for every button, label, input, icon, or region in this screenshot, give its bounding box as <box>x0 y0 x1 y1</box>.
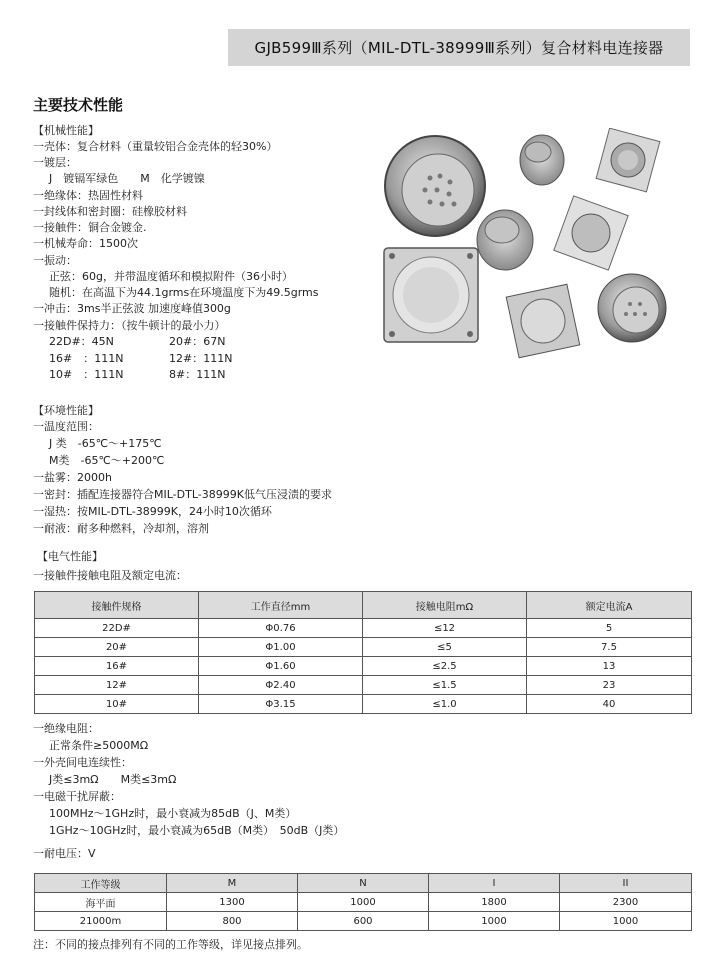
table-cell: 1000 <box>560 912 692 931</box>
table-header-cell: 接触件规格 <box>35 592 199 619</box>
table-cell: Φ0.76 <box>199 619 363 638</box>
spec-line: 随机：在高温下为44.1grms在环境温度下为49.5grms <box>49 286 319 299</box>
table-row <box>35 695 692 714</box>
spec-line: J 类 -65℃～+175℃ <box>49 437 162 450</box>
spec-line: 一接触件：铜合金镀金. <box>33 221 147 234</box>
spec-line: 一温度范围： <box>33 420 99 433</box>
withstand-voltage-table <box>34 873 692 931</box>
table-cell: ≤12 <box>363 619 527 638</box>
environmental-heading: 【环境性能】 <box>33 404 99 417</box>
table-cell: 海平面 <box>35 893 167 912</box>
table-cell: 2300 <box>560 893 692 912</box>
spec-line: 一壳体：复合材料（重量较铝合金壳体的轻30%） <box>33 140 278 153</box>
table-row <box>35 657 692 676</box>
table-cell: Φ2.40 <box>199 676 363 695</box>
spec-line: J 镀镉军绿色 M 化学镀镍 <box>49 172 205 185</box>
table-cell: 600 <box>298 912 429 931</box>
table-cell: Φ3.15 <box>199 695 363 714</box>
retention-right: 8#：111N <box>169 368 226 381</box>
spec-line: 正弦：60g，并带温度循环和模拟附件（36小时） <box>49 270 293 283</box>
spec-line: 一湿热：按MIL-DTL-38999K，24小时10次循环 <box>33 505 272 518</box>
spec-line: 一冲击：3ms半正弦波 加速度峰值300g <box>33 302 231 315</box>
table-cell: 1000 <box>298 893 429 912</box>
main-title: 主要技术性能 <box>33 96 124 114</box>
table-cell: 20# <box>35 638 199 657</box>
table-cell: ≤5 <box>363 638 527 657</box>
table-header-cell: 工作直径mm <box>199 592 363 619</box>
spec-line: 1GHz～10GHz时，最小衰减为65dB（M类） 50dB（J类） <box>49 824 345 837</box>
table-header-cell: M <box>167 874 298 893</box>
table-cell: Φ1.60 <box>199 657 363 676</box>
spec-line: 一耐液：耐多种燃料，冷却剂，溶剂 <box>33 522 209 535</box>
retention-left: 16# ：111N <box>49 352 124 365</box>
spec-line: 一绝缘电阻： <box>33 722 99 735</box>
table-header-cell: II <box>560 874 692 893</box>
retention-left: 22D#：45N <box>49 335 114 348</box>
spec-line: 一盐雾：2000h <box>33 471 112 484</box>
connector-product-photo <box>380 128 674 368</box>
table-header-row <box>35 592 692 619</box>
table-row <box>35 638 692 657</box>
spec-line: 一接触件保持力：（按牛顿计的最小力） <box>33 319 226 332</box>
page-header-title: GJB599Ⅲ系列（MIL-DTL-38999Ⅲ系列）复合材料电连接器 <box>254 39 664 57</box>
spec-line: M类 -65℃～+200℃ <box>49 454 165 467</box>
retention-right: 12#：111N <box>169 352 233 365</box>
header-bar <box>228 29 690 66</box>
spec-line: J类≤3mΩ M类≤3mΩ <box>49 773 177 786</box>
mechanical-heading: 【机械性能】 <box>33 124 99 137</box>
table-intro: 一接触件接触电阻及额定电流： <box>33 569 187 582</box>
table-header-cell: N <box>298 874 429 893</box>
table-cell: 23 <box>527 676 692 695</box>
table-cell: ≤1.5 <box>363 676 527 695</box>
spec-line: 一镀层： <box>33 156 77 169</box>
table-cell: 800 <box>167 912 298 931</box>
table-cell: ≤1.0 <box>363 695 527 714</box>
spec-line: 100MHz～1GHz时，最小衰减为85dB（J、M类） <box>49 807 297 820</box>
table-cell: 13 <box>527 657 692 676</box>
table-row <box>35 893 692 912</box>
spec-line: 一机械寿命：1500次 <box>33 237 138 250</box>
table-row <box>35 676 692 695</box>
table-cell: 1300 <box>167 893 298 912</box>
table-cell: 10# <box>35 695 199 714</box>
table-cell: ≤2.5 <box>363 657 527 676</box>
voltage-label: 一耐电压：V <box>33 847 96 860</box>
table-header-row <box>35 874 692 893</box>
table-header-cell: I <box>429 874 560 893</box>
electrical-heading: 【电气性能】 <box>37 550 103 563</box>
table-cell: 5 <box>527 619 692 638</box>
table-cell: 12# <box>35 676 199 695</box>
spec-line: 一密封：插配连接器符合MIL-DTL-38999K低气压浸渍的要求 <box>33 488 332 501</box>
spec-line: 一电磁干扰屏蔽： <box>33 790 121 803</box>
table-cell: 7.5 <box>527 638 692 657</box>
spec-line: 一振动： <box>33 254 77 267</box>
table-cell: 21000m <box>35 912 167 931</box>
footnote: 注：不同的接点排列有不同的工作等级，详见接点排列。 <box>33 938 308 951</box>
table-row <box>35 619 692 638</box>
spec-line: 一外壳间电连续性： <box>33 756 132 769</box>
table-cell: Φ1.00 <box>199 638 363 657</box>
spec-line: 正常条件≥5000MΩ <box>49 739 149 752</box>
table-cell: 16# <box>35 657 199 676</box>
retention-right: 20#：67N <box>169 335 226 348</box>
contact-resistance-table <box>34 591 692 714</box>
table-header-cell: 工作等级 <box>35 874 167 893</box>
table-cell: 40 <box>527 695 692 714</box>
retention-left: 10# ：111N <box>49 368 124 381</box>
table-header-cell: 额定电流A <box>527 592 692 619</box>
spec-line: 一绝缘体：热固性材料 <box>33 189 143 202</box>
spec-line: 一封线体和密封圈：硅橡胶材料 <box>33 205 187 218</box>
table-cell: 1800 <box>429 893 560 912</box>
table-row <box>35 912 692 931</box>
table-header-cell: 接触电阻mΩ <box>363 592 527 619</box>
table-cell: 1000 <box>429 912 560 931</box>
table-cell: 22D# <box>35 619 199 638</box>
